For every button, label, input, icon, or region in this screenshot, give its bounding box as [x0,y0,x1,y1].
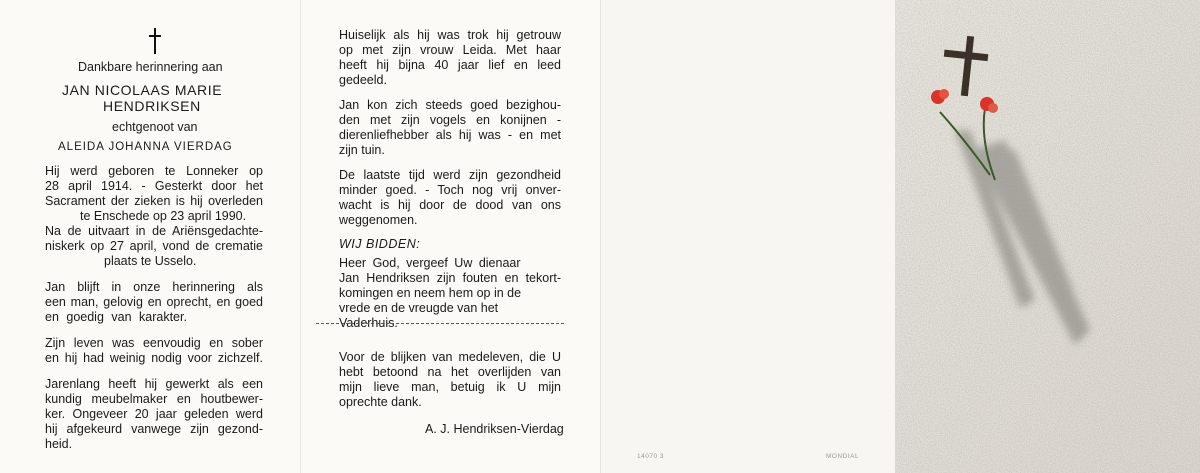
intro-text: Dankbare herinnering aan [78,60,223,74]
prayer-line: Heer God, vergeef Uw dienaar [339,256,521,270]
paragraph-line: heeft hij bijna 40 jaar lief en leed [339,58,561,72]
bio-line: Sacrament der zieken is hij overleden [45,194,263,208]
bio-line: plaats te Usselo. [104,254,197,268]
left-panel [0,0,300,473]
paragraph-line: minder goed. - Toch nog vrij onver- [339,183,561,197]
bio-line: te Enschede op 23 april 1990. [80,209,247,223]
paragraph-line: De laatste tijd werd zijn gezondheid [339,168,561,182]
thanks-line: Voor de blijken van medeleven, die U [339,350,561,364]
paragraph-line: een man, gelovig en oprecht, en goed [45,295,263,309]
deceased-name-line1: JAN NICOLAAS MARIE [62,82,223,98]
photo-panel [895,0,1200,473]
wall-photo [895,0,1200,473]
paragraph-line: kundig meubelmaker en houtbewer- [45,392,263,406]
prayer-line: Jan Hendriksen zijn fouten en tekort- [339,271,561,285]
paragraph-line: weggenomen. [339,213,418,227]
bio-line: Hij werd geboren te Lonneker op [45,164,263,178]
paragraph-line: dierenliefhebber als hij was - en met [339,128,561,142]
paragraph-line: gedeeld. [339,73,387,87]
thanks-line: oprechte dank. [339,395,422,409]
signature: A. J. Hendriksen-Vierdag [425,422,564,436]
paragraph-line: Zijn leven was eenvoudig en sober [45,336,263,350]
thanks-line: hebt betoond na het overlijden van [339,365,561,379]
paragraph-line: heid. [45,437,73,451]
bio-line: 28 april 1914. - Gesterkt door het [45,179,263,193]
prayer-heading: WIJ BIDDEN: [339,237,421,251]
print-code: 14070 3 [637,453,664,460]
middle-panel [300,0,601,473]
paragraph-line: Jarenlang heeft hij gewerkt als een [45,377,263,391]
prayer-line: komingen en neem hem op in de [339,286,522,300]
paragraph-line: Jan kon zich steeds goed bezighou- [339,98,561,112]
paragraph-line: Huiselijk als hij was trok hij getrouw [339,28,561,42]
paragraph-line: Jan blijft in onze herinnering als [45,280,263,294]
publisher-mark: MONDIAL [826,453,860,460]
spouse-name: ALEIDA JOHANNA VIERDAG [58,141,233,153]
bio-line: Na de uitvaart in de Ariënsgedachte- [45,224,263,238]
paragraph-line: den met zijn vogels en konijnen - [339,113,561,127]
paragraph-line: en goedig van karakter. [45,310,187,324]
prayer-line: Vaderhuis. [339,316,398,330]
cross-icon [148,28,162,56]
spouse-label: echtgenoot van [112,120,198,134]
paragraph-line: zijn tuin. [339,143,385,157]
paragraph-line: op met zijn vrouw Leida. Met haar [339,43,561,57]
thanks-line: mijn lieve man, betuig ik U mijn [339,380,561,394]
back-panel [600,0,896,473]
deceased-name-line2: HENDRIKSEN [103,98,201,114]
paragraph-line: wacht is hij door de dood van ons [339,198,561,212]
divider [316,323,564,324]
paragraph-line: ker. Ongeveer 20 jaar geleden werd [45,407,263,421]
paragraph-line: hij afgekeurd vanwege zijn gezond- [45,422,263,436]
paragraph-line: en hij had weinig nodig voor zichzelf. [45,351,263,365]
prayer-line: vrede en de vreugde van het [339,301,499,315]
bio-line: niskerk op 27 april, vond de crematie [45,239,263,253]
